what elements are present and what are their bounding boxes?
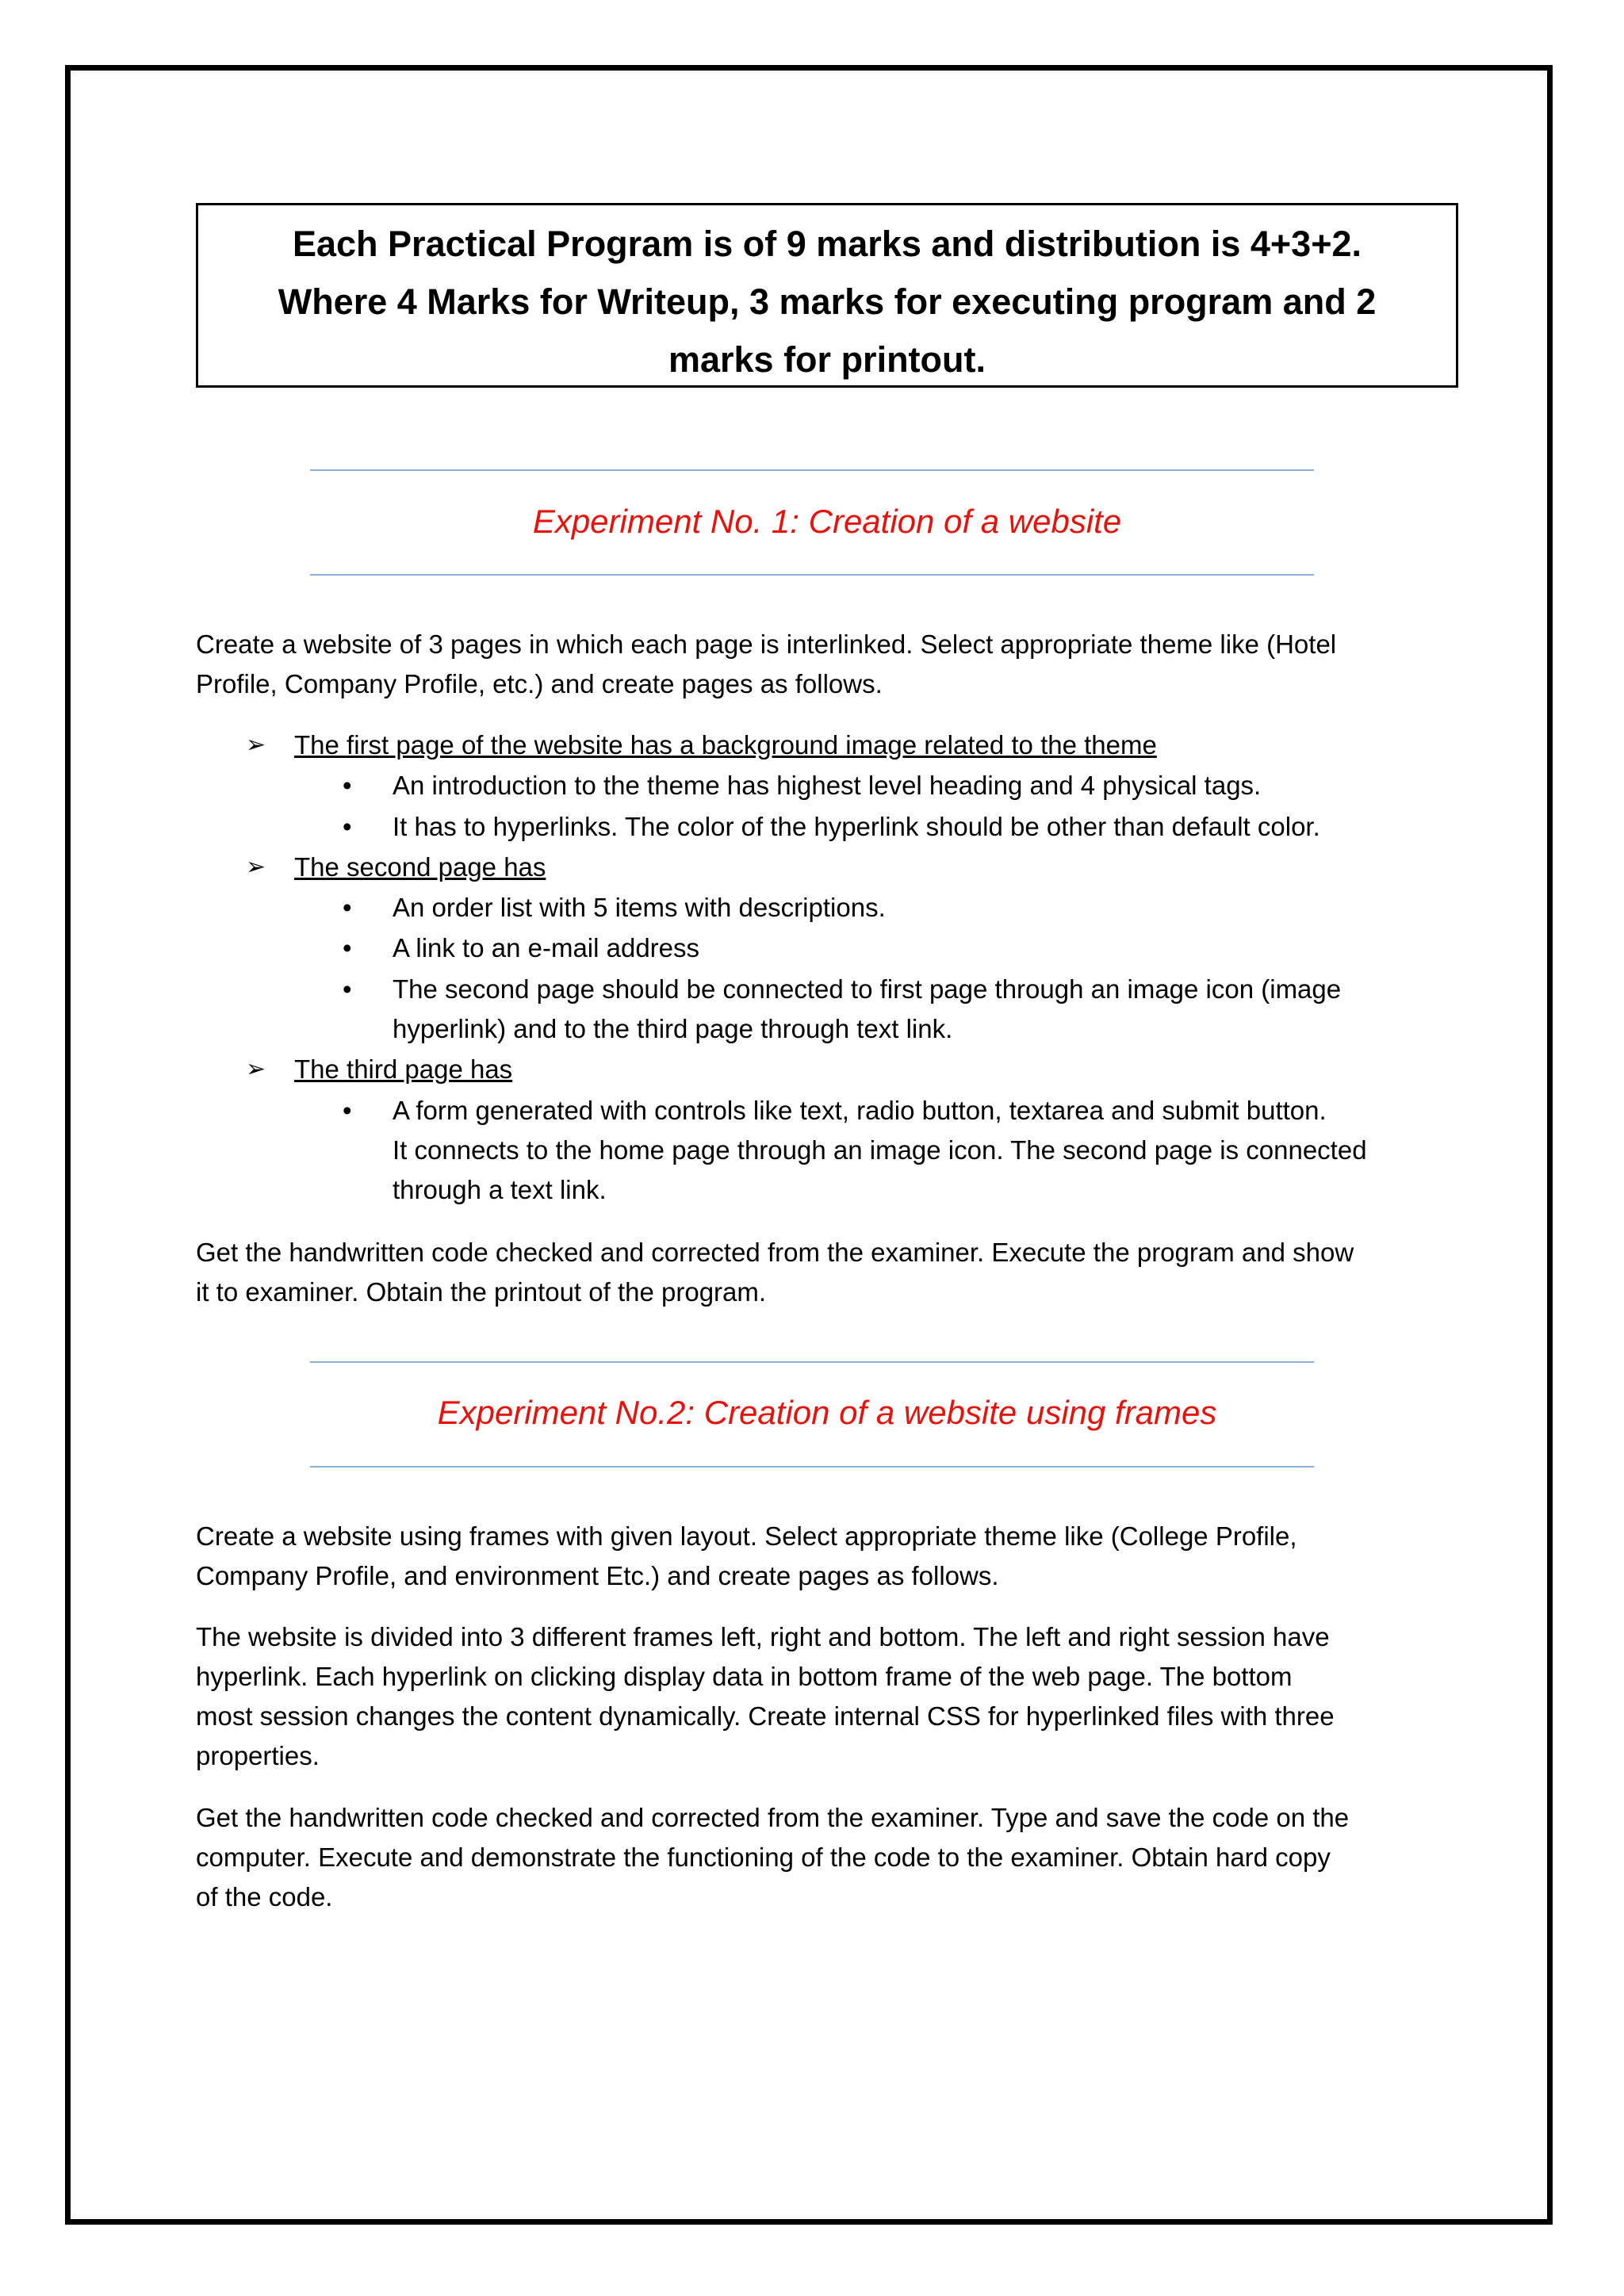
list-item-line: It connects to the home page through an image icon. The second page is connected bbox=[393, 1135, 1367, 1165]
marks-note-line: marks for printout. bbox=[668, 339, 986, 380]
experiment-2-heading: Experiment No.2: Creation of a website using frames bbox=[437, 1394, 1217, 1431]
bullet-icon: • bbox=[343, 933, 352, 962]
list-item-line: hyperlink) and to the third page through text link. bbox=[393, 1014, 953, 1043]
experiment-2-closing bbox=[196, 1798, 1465, 1917]
paragraph-line: computer. Execute and demonstrate the functioning of the code to the examiner. Obtain hard copy bbox=[196, 1843, 1331, 1872]
bullet-icon: • bbox=[343, 893, 352, 922]
paragraph-line: The website is divided into 3 different frames left, right and bottom. The left and right session have bbox=[196, 1622, 1330, 1651]
list-item-line: The second page should be connected to first page through an image icon (image bbox=[393, 974, 1342, 1004]
list-item bbox=[393, 970, 1463, 1049]
marks-note-box bbox=[196, 203, 1458, 388]
experiment-1-heading: Experiment No. 1: Creation of a website bbox=[532, 503, 1122, 540]
list-item bbox=[393, 1091, 1463, 1210]
divider-line bbox=[310, 574, 1314, 576]
paragraph-line: it to examiner. Obtain the printout of the program. bbox=[196, 1277, 767, 1307]
list-section-heading: The third page has bbox=[294, 1054, 513, 1084]
paragraph-line: Create a website using frames with given layout. Select appropriate theme like (College Profile, bbox=[196, 1521, 1297, 1551]
paragraph-line: Create a website of 3 pages in which each page is interlinked. Select appropriate theme like (Hotel bbox=[196, 629, 1337, 659]
divider-line bbox=[310, 1466, 1314, 1468]
bullet-icon: • bbox=[343, 1096, 352, 1125]
list-section-heading: The second page has bbox=[294, 852, 546, 882]
bullet-icon: • bbox=[343, 771, 352, 800]
list-section-heading: The first page of the website has a background image related to the theme bbox=[294, 730, 1157, 760]
list-item-line: An order list with 5 items with descriptions. bbox=[393, 893, 886, 922]
marks-note-line: Where 4 Marks for Writeup, 3 marks for executing program and 2 bbox=[278, 281, 1377, 322]
divider-line bbox=[310, 469, 1314, 471]
arrow-bullet-icon: ➢ bbox=[246, 1056, 266, 1082]
experiment-1-intro bbox=[196, 625, 1465, 704]
paragraph-line: Profile, Company Profile, etc.) and create pages as follows. bbox=[196, 669, 883, 698]
experiment-2-intro bbox=[196, 1517, 1465, 1596]
list-item-line: through a text link. bbox=[393, 1175, 607, 1204]
list-item bbox=[393, 766, 1463, 806]
list-item-line: A form generated with controls like text, radio button, textarea and submit button. bbox=[393, 1096, 1327, 1125]
list-item-line: An introduction to the theme has highest level heading and 4 physical tags. bbox=[393, 771, 1262, 800]
paragraph-line: hyperlink. Each hyperlink on clicking display data in bottom frame of the web page. The bottom bbox=[196, 1662, 1293, 1691]
experiment-1-closing bbox=[196, 1233, 1465, 1312]
arrow-bullet-icon: ➢ bbox=[246, 854, 266, 880]
paragraph-line: of the code. bbox=[196, 1882, 333, 1911]
paragraph-line: Company Profile, and environment Etc.) and create pages as follows. bbox=[196, 1561, 999, 1590]
list-item-line: A link to an e-mail address bbox=[393, 933, 700, 962]
list-item-line: It has to hyperlinks. The color of the hyperlink should be other than default color. bbox=[393, 812, 1320, 841]
list-item bbox=[393, 807, 1463, 847]
marks-note-line: Each Practical Program is of 9 marks and distribution is 4+3+2. bbox=[292, 224, 1362, 264]
list-item bbox=[393, 928, 1463, 968]
bullet-icon: • bbox=[343, 974, 352, 1004]
list-item bbox=[393, 888, 1463, 928]
paragraph-line: most session changes the content dynamically. Create internal CSS for hyperlinked files with three bbox=[196, 1701, 1335, 1731]
divider-line bbox=[310, 1361, 1314, 1363]
paragraph-line: Get the handwritten code checked and corrected from the examiner. Execute the program and show bbox=[196, 1238, 1354, 1267]
bullet-icon: • bbox=[343, 812, 352, 841]
experiment-2-description bbox=[196, 1617, 1465, 1776]
arrow-bullet-icon: ➢ bbox=[246, 732, 266, 758]
paragraph-line: Get the handwritten code checked and corrected from the examiner. Type and save the code on the bbox=[196, 1803, 1350, 1832]
paragraph-line: properties. bbox=[196, 1741, 320, 1770]
